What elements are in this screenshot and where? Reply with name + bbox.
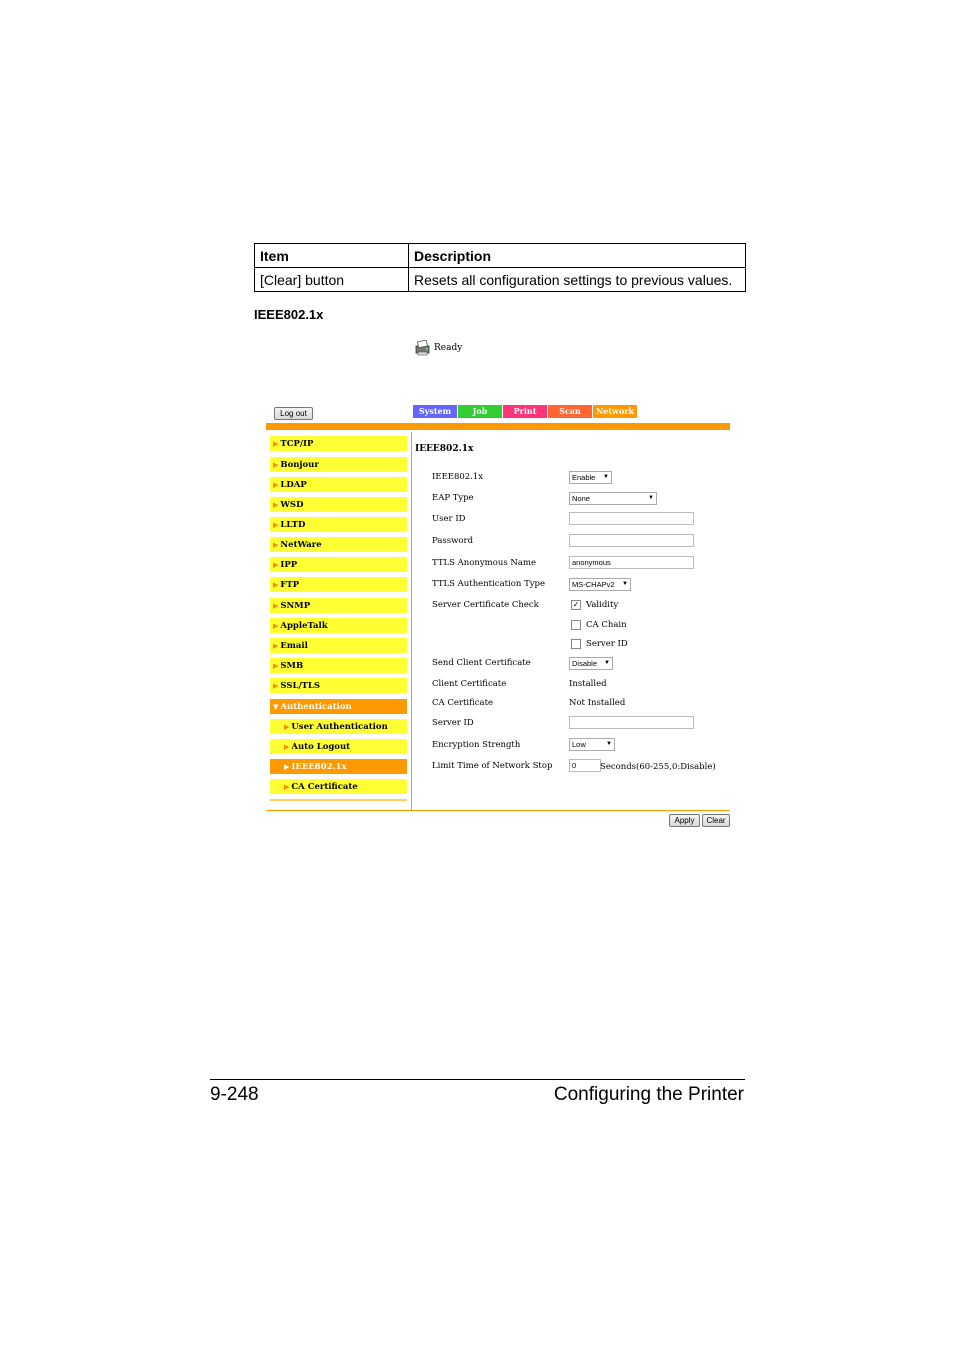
sidebar-item-netware[interactable] [270, 537, 407, 552]
sidebar-item-lltd[interactable] [270, 517, 407, 532]
sidebar-item-ieee8021x[interactable] [270, 759, 407, 774]
sidebar-item-email[interactable] [270, 638, 407, 653]
sidebar-item-label: IPP [280, 560, 298, 570]
chapter-title: Configuring the Printer [553, 1084, 744, 1105]
sidebar-item-label: LLTD [280, 520, 306, 530]
sidebar-item-tcpip[interactable] [270, 436, 407, 451]
sidebar-item-label: Auto Logout [291, 742, 351, 752]
sidebar-item-bonjour[interactable] [270, 457, 407, 472]
printer-icon [414, 340, 431, 356]
arrow-right-icon: ▶ [273, 681, 279, 690]
sidebar-item-ca-certificate[interactable] [270, 779, 407, 794]
send-client-cert-label: Send Client Certificate [432, 658, 531, 668]
limit-time-label: Limit Time of Network Stop [432, 761, 553, 771]
sidebar-item-label: SNMP [280, 601, 311, 611]
tab-network[interactable]: Network [593, 405, 637, 418]
arrow-right-icon: ▶ [273, 480, 279, 489]
sidebar-item-label: LDAP [280, 480, 307, 490]
main-tabs [413, 405, 637, 418]
sidebar-item-user-authentication[interactable] [270, 719, 407, 734]
content-divider [411, 432, 412, 810]
arrow-right-icon: ▶ [273, 641, 279, 650]
tab-print[interactable]: Print [503, 405, 547, 418]
sidebar-item-snmp[interactable] [270, 598, 407, 613]
eap-type-label: EAP Type [432, 493, 474, 503]
sidebar-item-smb[interactable] [270, 658, 407, 673]
arrow-down-icon: ▼ [273, 702, 279, 711]
arrow-right-icon: ▶ [284, 762, 290, 771]
dropdown-arrow-icon: ▼ [622, 581, 628, 587]
sidebar-item-ssltls[interactable] [270, 678, 407, 693]
arrow-right-icon: ▶ [284, 782, 290, 791]
sidebar-item-wsd[interactable] [270, 497, 407, 512]
sidebar-item-label: CA Certificate [291, 782, 358, 792]
arrow-right-icon: ▶ [273, 601, 279, 610]
limit-time-suffix: Seconds(60-255,0:Disable) [600, 762, 716, 772]
sidebar-item-label: WSD [280, 500, 304, 510]
section-heading: IEEE802.1x [254, 307, 324, 322]
tab-system[interactable]: System [413, 405, 457, 418]
apply-button[interactable]: Apply [669, 814, 700, 827]
page-number: 9-248 [210, 1084, 259, 1105]
arrow-right-icon: ▶ [273, 621, 279, 630]
eap-type-select[interactable] [569, 492, 657, 505]
server-id-check-label: Server ID [586, 639, 628, 649]
ca-cert-value: Not Installed [569, 698, 626, 708]
printer-status [414, 340, 462, 356]
ca-chain-checkbox[interactable] [571, 620, 581, 630]
tab-scan[interactable]: Scan [548, 405, 592, 418]
ca-chain-label: CA Chain [586, 620, 627, 630]
arrow-right-icon: ▶ [273, 439, 279, 448]
sidebar-item-label: SMB [280, 661, 304, 671]
limit-time-input[interactable]: 0 [569, 759, 601, 772]
ca-cert-label: CA Certificate [432, 698, 494, 708]
sidebar-item-ipp[interactable] [270, 557, 407, 572]
column-header-description: Description [409, 244, 746, 268]
ttls-auth-type-select[interactable] [569, 578, 631, 591]
user-id-label: User ID [432, 514, 466, 524]
dropdown-arrow-icon: ▼ [603, 474, 609, 480]
client-cert-value: Installed [569, 679, 607, 689]
sidebar-item-authentication[interactable] [270, 699, 407, 714]
ieee-select-value: Enable [572, 473, 596, 482]
dropdown-arrow-icon: ▼ [648, 495, 654, 501]
sidebar-item-label: Authentication [280, 702, 352, 712]
sidebar-item-label: Email [280, 641, 308, 651]
send-client-cert-select[interactable] [569, 657, 613, 670]
column-header-item: Item [255, 244, 409, 268]
clear-button[interactable]: Clear [702, 814, 730, 827]
send-client-cert-value: Disable [572, 659, 598, 668]
sidebar-item-label: NetWare [280, 540, 322, 550]
ieee-label: IEEE802.1x [432, 472, 484, 482]
sidebar-item-label: AppleTalk [280, 621, 328, 631]
sidebar-item-appletalk[interactable] [270, 618, 407, 633]
ttls-auth-type-label: TTLS Authentication Type [432, 579, 546, 589]
sidebar-item-auto-logout[interactable] [270, 739, 407, 754]
status-text: Ready [434, 343, 463, 353]
table-cell-item: [Clear] button [255, 268, 409, 292]
arrow-right-icon: ▶ [273, 520, 279, 529]
eap-type-value: None [572, 494, 590, 503]
encryption-strength-label: Encryption Strength [432, 740, 521, 750]
footer-divider [266, 810, 730, 811]
ttls-anonymous-name-label: TTLS Anonymous Name [432, 558, 536, 568]
arrow-right-icon: ▶ [273, 460, 279, 469]
sidebar-item-ldap[interactable] [270, 477, 407, 492]
arrow-right-icon: ▶ [273, 500, 279, 509]
tab-job[interactable]: Job [458, 405, 502, 418]
footer-rule [210, 1079, 745, 1080]
arrow-right-icon: ▶ [273, 540, 279, 549]
server-id-checkbox[interactable] [571, 639, 581, 649]
server-id-input[interactable] [569, 716, 694, 729]
arrow-right-icon: ▶ [273, 580, 279, 589]
sidebar-item-label: Bonjour [280, 460, 319, 470]
header-bar [266, 423, 730, 430]
sidebar-item-label: TCP/IP [280, 439, 314, 449]
password-input[interactable] [569, 534, 694, 547]
arrow-right-icon: ▶ [284, 742, 290, 751]
dropdown-arrow-icon: ▼ [604, 660, 610, 666]
form-title: IEEE802.1x [415, 444, 474, 454]
arrow-right-icon: ▶ [273, 661, 279, 670]
user-id-input[interactable] [569, 512, 694, 525]
arrow-right-icon: ▶ [273, 560, 279, 569]
server-id-label: Server ID [432, 718, 474, 728]
ieee-select[interactable] [569, 471, 612, 484]
ttls-auth-type-value: MS-CHAPv2 [572, 580, 615, 589]
sidebar-item-label: IEEE802.1x [291, 762, 347, 772]
table-row [255, 268, 746, 292]
validity-label: Validity [586, 600, 619, 610]
password-label: Password [432, 536, 474, 546]
encryption-strength-select[interactable] [569, 738, 615, 751]
sidebar-item-label: SSL/TLS [280, 681, 321, 691]
table-cell-description: Resets all configuration settings to previous values. [409, 268, 746, 292]
ttls-anonymous-name-input[interactable]: anonymous [569, 556, 694, 569]
sidebar-item-ftp[interactable] [270, 577, 407, 592]
sidebar-item-label: FTP [280, 580, 300, 590]
logout-button[interactable]: Log out [274, 407, 313, 420]
sidebar-item-label: User Authentication [291, 722, 388, 732]
encryption-strength-value: Low [572, 740, 586, 749]
server-cert-check-label: Server Certificate Check [432, 600, 539, 610]
sidebar-end-divider [270, 799, 407, 801]
description-table [254, 243, 746, 292]
validity-checkbox[interactable]: ✓ [572, 600, 580, 609]
dropdown-arrow-icon: ▼ [606, 741, 612, 747]
table-header-row [255, 244, 746, 268]
arrow-right-icon: ▶ [284, 722, 290, 731]
client-cert-label: Client Certificate [432, 679, 507, 689]
